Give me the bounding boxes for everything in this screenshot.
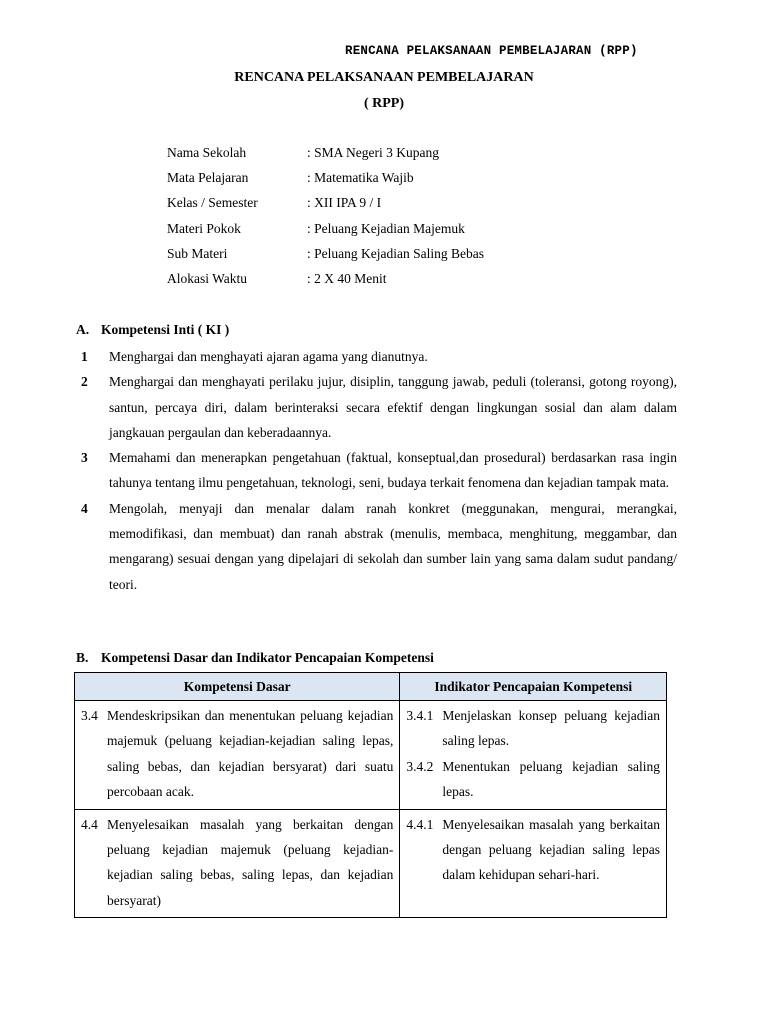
ki-text: Memahami dan menerapkan pengetahuan (faktual, konseptual,dan prosedural) berdasarkan rasa ingin tahunya tentang ilmu pengetahuan, teknologi, seni, budaya terkait fenomena dan kejadian tampak mata. (109, 450, 677, 491)
kd-item (81, 812, 393, 914)
ki-number: 3 (81, 450, 88, 466)
identity-row (167, 145, 484, 170)
indicator-code: 4.4.1 (406, 816, 434, 832)
section-b-title: Kompetensi Dasar dan Indikator Pencapaian Kompetensi (101, 650, 434, 665)
table-header-row (75, 673, 667, 701)
kd-cell (75, 809, 400, 918)
section-a-letter: A. (76, 322, 90, 337)
ki-item (81, 344, 677, 369)
indicator-code: 3.4.1 (406, 708, 434, 723)
ki-item (81, 496, 677, 597)
indicator-text: Menentukan peluang kejadian saling lepas. (442, 758, 660, 800)
kd-item (81, 703, 393, 805)
section-b-heading (76, 650, 434, 666)
identity-block (167, 145, 484, 296)
identity-value: : Peluang Kejadian Majemuk (307, 220, 465, 236)
identity-label: Alokasi Waktu (167, 270, 248, 286)
identity-row (167, 195, 484, 220)
section-b-letter: B. (76, 650, 89, 665)
identity-value: : Peluang Kejadian Saling Bebas (307, 245, 484, 261)
header-kompetensi-dasar: Kompetensi Dasar (75, 673, 400, 701)
section-a-title: Kompetensi Inti ( KI ) (101, 322, 230, 337)
header-indikator: Indikator Pencapaian Kompetensi (400, 673, 667, 701)
ki-number: 2 (81, 374, 88, 390)
indicator-cell (400, 701, 667, 810)
indicator-item (406, 754, 660, 805)
kd-code: 4.4 (81, 816, 98, 832)
table-row (75, 701, 667, 810)
identity-row (167, 271, 484, 296)
identity-value: : XII IPA 9 / I (307, 195, 382, 211)
indicator-item (406, 703, 660, 754)
competency-table (74, 672, 667, 918)
identity-value: : Matematika Wajib (307, 170, 414, 186)
running-header: RENCANA PELAKSANAAN PEMBELAJARAN (RPP) (345, 44, 638, 58)
ki-text: Menghargai dan menghayati perilaku jujur, disiplin, tanggung jawab, peduli (toleransi, gotong royong), santun, percaya diri, dalam berinteraksi secara efektif dengan lingkungan sosial dan alam dalam jangkauan pergaulan dan keberadaannya. (109, 374, 677, 440)
indicator-item (406, 812, 660, 888)
ki-text: Menghargai dan menghayati ajaran agama yang dianutnya. (109, 349, 428, 364)
kd-cell (75, 701, 400, 810)
ki-number: 4 (81, 500, 88, 516)
identity-label: Sub Materi (167, 245, 228, 261)
identity-row (167, 221, 484, 246)
indicator-code: 3.4.2 (406, 758, 434, 774)
indicator-cell (400, 809, 667, 918)
identity-label: Mata Pelajaran (167, 170, 249, 186)
document-subtitle (0, 96, 768, 112)
ki-item (81, 369, 677, 445)
indicator-text: Menyelesaikan masalah yang berkaitan dengan peluang kejadian saling lepas dalam kehidupan sehari-hari. (442, 816, 660, 883)
identity-label: Kelas / Semester (167, 195, 258, 211)
ki-item (81, 445, 677, 496)
identity-label: Nama Sekolah (167, 145, 247, 160)
ki-list (81, 344, 677, 597)
kd-text: Menyelesaikan masalah yang berkaitan dengan peluang kejadian majemuk (peluang kejadian-kejadian saling bebas, saling lepas, dan kejadian bersyarat) (107, 816, 394, 908)
indicator-text: Menjelaskan konsep peluang kejadian saling lepas. (442, 708, 660, 749)
ki-text: Mengolah, menyaji dan menalar dalam ranah konkret (meggunakan, mengurai, merangkai, memodifikasi, dan membuat) dan ranah abstrak (menulis, membaca, menghitung, meggambar, dan mengarang) sesuai dengan yang dipelajari di sekolah dan sumber lain yang sama dalam sudut pandang/ teori. (109, 500, 677, 592)
identity-label: Materi Pokok (167, 220, 241, 236)
table-row (75, 809, 667, 918)
identity-row (167, 246, 484, 271)
identity-row (167, 170, 484, 195)
document-subtitle-text: ( RPP) (363, 96, 405, 111)
kd-text: Mendeskripsikan dan menentukan peluang kejadian majemuk (peluang kejadian-kejadian saling lepas, saling bebas, dan kejadian bersyarat) dari suatu percobaan acak. (107, 708, 394, 800)
ki-number: 1 (81, 349, 88, 364)
document-title: RENCANA PELAKSANAAN PEMBELAJARAN (234, 70, 534, 85)
identity-value: : SMA Negeri 3 Kupang (307, 145, 439, 160)
kd-code: 3.4 (81, 708, 98, 723)
section-a-heading (76, 322, 229, 338)
identity-value: : 2 X 40 Menit (307, 270, 387, 286)
